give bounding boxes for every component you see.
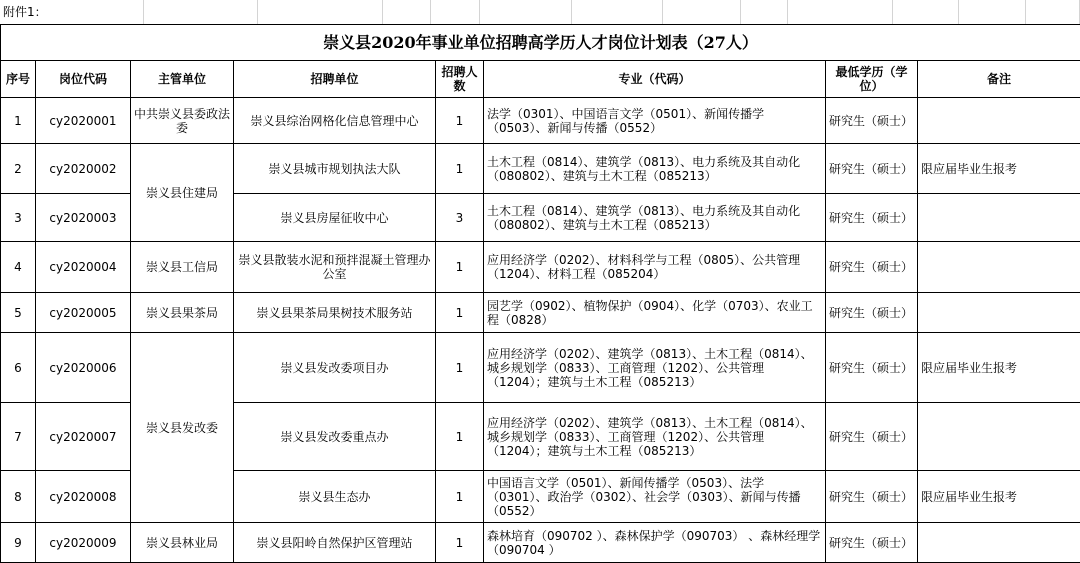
cell-seq: 6	[1, 333, 36, 403]
cell-note	[918, 242, 1080, 293]
cell-major: 应用经济学（0202）、建筑学（0813）、土木工程（0814）、城乡规划学（0833）、工商管理（1202）、公共管理（1204）；建筑与土木工程（085213）	[484, 403, 826, 471]
table-row	[1, 144, 1080, 194]
cell-code: cy2020003	[36, 194, 131, 242]
cell-major: 土木工程（0814）、建筑学（0813）、电力系统及其自动化（080802）、建筑与土木工程（085213）	[484, 194, 826, 242]
cell-code: cy2020001	[36, 98, 131, 144]
cell-major: 森林培育（090702 ）、森林保护学（090703） 、森林经理学（090704 ）	[484, 523, 826, 563]
cell-major: 中国语言文学（0501）、新闻传播学（0503）、法学（0301）、政治学（0302）、社会学（0303）、新闻与传播（0552）	[484, 471, 826, 523]
main-table	[0, 24, 1080, 563]
table-row	[1, 98, 1080, 144]
header-count: 招聘人数	[436, 61, 484, 98]
cell-count: 1	[436, 471, 484, 523]
cell-unit: 崇义县散装水泥和预拌混凝土管理办公室	[234, 242, 436, 293]
cell-seq: 8	[1, 471, 36, 523]
cell-dept: 崇义县果茶局	[131, 293, 234, 333]
cell-count: 1	[436, 98, 484, 144]
header-seq: 序号	[1, 61, 36, 98]
cell-major: 法学（0301）、中国语言文学（0501）、新闻传播学（0503）、新闻与传播（0552）	[484, 98, 826, 144]
cell-dept: 中共崇义县委政法委	[131, 98, 234, 144]
cell-note: 限应届毕业生报考	[918, 471, 1080, 523]
cell-edu: 研究生（硕士）	[826, 523, 918, 563]
cell-code: cy2020005	[36, 293, 131, 333]
cell-code: cy2020008	[36, 471, 131, 523]
attachment-label: 附件1：	[0, 0, 144, 24]
cell-count: 3	[436, 194, 484, 242]
cell-code: cy2020009	[36, 523, 131, 563]
cell-major: 园艺学（0902）、植物保护（0904）、化学（0703）、农业工程（0828）	[484, 293, 826, 333]
cell-unit: 崇义县发改委重点办	[234, 403, 436, 471]
cell-note: 限应届毕业生报考	[918, 144, 1080, 194]
page-title: 崇义县2020年事业单位招聘高学历人才岗位计划表（27人）	[1, 25, 1080, 61]
cell-dept-merged: 崇义县发改委	[131, 333, 234, 523]
cell-note	[918, 194, 1080, 242]
cell-unit: 崇义县房屋征收中心	[234, 194, 436, 242]
cell-count: 1	[436, 333, 484, 403]
cell-count: 1	[436, 523, 484, 563]
recruitment-table	[0, 0, 1080, 25]
cell-unit: 崇义县生态办	[234, 471, 436, 523]
cell-note	[918, 293, 1080, 333]
cell-code: cy2020002	[36, 144, 131, 194]
table-row	[1, 293, 1080, 333]
cell-seq: 2	[1, 144, 36, 194]
cell-seq: 3	[1, 194, 36, 242]
cell-code: cy2020006	[36, 333, 131, 403]
cell-edu: 研究生（硕士）	[826, 194, 918, 242]
cell-edu: 研究生（硕士）	[826, 293, 918, 333]
cell-seq: 9	[1, 523, 36, 563]
cell-major: 土木工程（0814）、建筑学（0813）、电力系统及其自动化（080802）、建筑与土木工程（085213）	[484, 144, 826, 194]
cell-edu: 研究生（硕士）	[826, 333, 918, 403]
cell-major: 应用经济学（0202）、建筑学（0813）、土木工程（0814）、城乡规划学（0833）、工商管理（1202）、公共管理（1204）；建筑与土木工程（085213）	[484, 333, 826, 403]
cell-code: cy2020004	[36, 242, 131, 293]
cell-edu: 研究生（硕士）	[826, 98, 918, 144]
cell-seq: 1	[1, 98, 36, 144]
cell-seq: 5	[1, 293, 36, 333]
cell-note	[918, 98, 1080, 144]
cell-edu: 研究生（硕士）	[826, 242, 918, 293]
header-note: 备注	[918, 61, 1080, 98]
header-edu: 最低学历（学位）	[826, 61, 918, 98]
cell-edu: 研究生（硕士）	[826, 471, 918, 523]
cell-note	[918, 403, 1080, 471]
header-major: 专业（代码）	[484, 61, 826, 98]
cell-count: 1	[436, 403, 484, 471]
cell-dept: 崇义县林业局	[131, 523, 234, 563]
cell-seq: 4	[1, 242, 36, 293]
cell-note	[918, 523, 1080, 563]
table-row	[1, 523, 1080, 563]
cell-dept: 崇义县工信局	[131, 242, 234, 293]
header-code: 岗位代码	[36, 61, 131, 98]
header-unit: 招聘单位	[234, 61, 436, 98]
cell-unit: 崇义县城市规划执法大队	[234, 144, 436, 194]
table-row	[1, 333, 1080, 403]
cell-count: 1	[436, 144, 484, 194]
cell-unit: 崇义县综治网格化信息管理中心	[234, 98, 436, 144]
cell-major: 应用经济学（0202）、材料科学与工程（0805）、公共管理（1204）、材料工程（085204）	[484, 242, 826, 293]
table-row	[1, 242, 1080, 293]
cell-seq: 7	[1, 403, 36, 471]
cell-edu: 研究生（硕士）	[826, 403, 918, 471]
cell-code: cy2020007	[36, 403, 131, 471]
cell-note: 限应届毕业生报考	[918, 333, 1080, 403]
cell-unit: 崇义县果茶局果树技术服务站	[234, 293, 436, 333]
cell-count: 1	[436, 293, 484, 333]
cell-unit: 崇义县阳岭自然保护区管理站	[234, 523, 436, 563]
cell-count: 1	[436, 242, 484, 293]
cell-dept-merged: 崇义县住建局	[131, 144, 234, 242]
header-dept: 主管单位	[131, 61, 234, 98]
cell-edu: 研究生（硕士）	[826, 144, 918, 194]
cell-unit: 崇义县发改委项目办	[234, 333, 436, 403]
